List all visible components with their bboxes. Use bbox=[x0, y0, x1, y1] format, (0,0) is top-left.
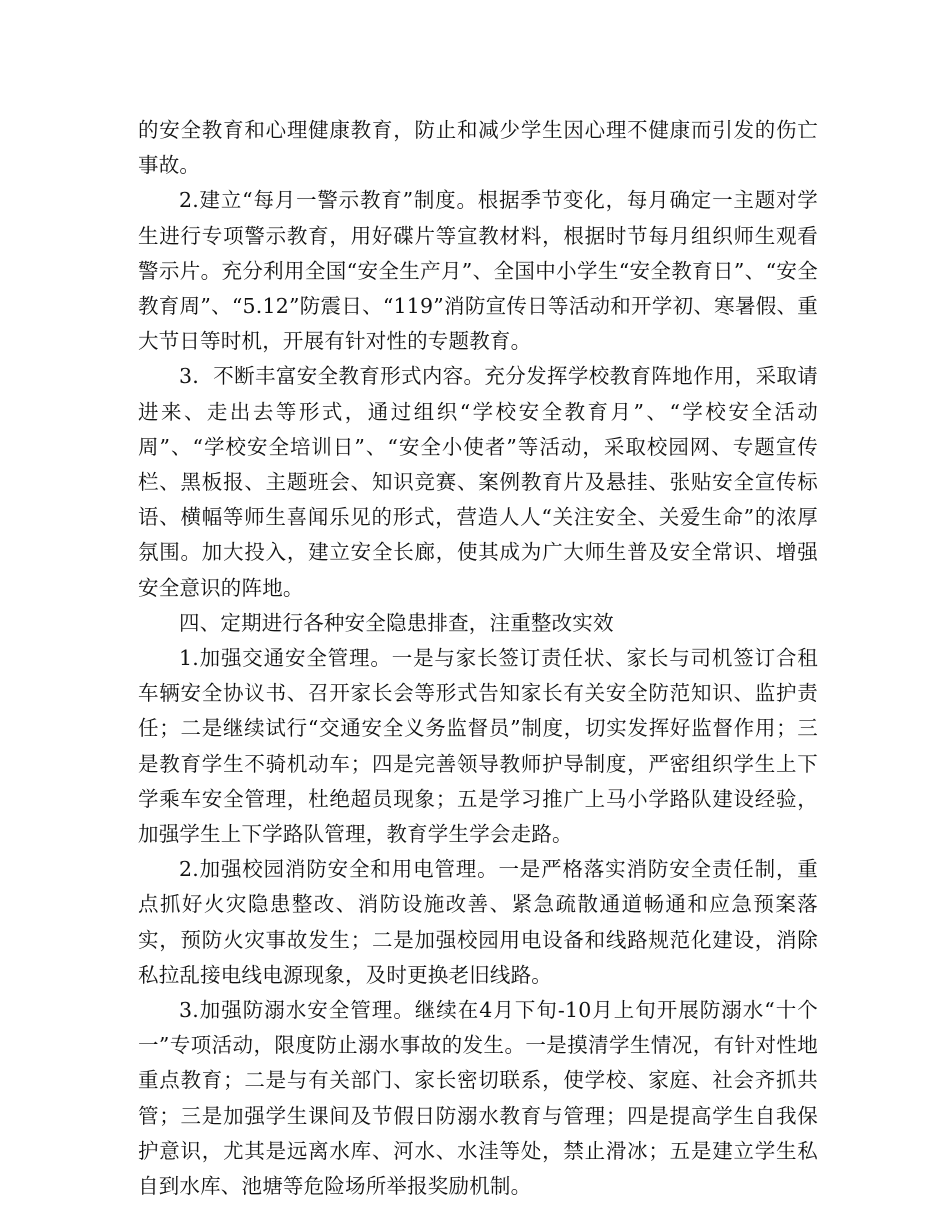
paragraph-drowning-prevention: 3.加强防溺水安全管理。继续在4月下旬-10月上旬开展防溺水“十个一”专项活动，限度防止溺水事故的发生。一是摸清学生情况，有针对性地重点教育；二是与有关部门、家长密切联系，使学校、家庭、社会齐抓共管；三是加强学生课间及节假日防溺水教育与管理；四是提高学生自我保护意识，尤其是远离水库、河水、水洼等处，禁止滑冰；五是建立学生私自到水库、池塘等危险场所举报奖励机制。 bbox=[138, 998, 818, 1199]
section-heading-hazard-inspection: 四、定期进行各种安全隐患排查，注重整改实效 bbox=[179, 610, 614, 635]
paragraph-enrich-education-forms: 3．不断丰富安全教育形式内容。充分发挥学校教育阵地作用，采取请进来、走出去等形式，通过组织“学校安全教育月”、“学校安全活动周”、“学校安全培训日”、“安全小使者”等活动，采取校园网、专题宣传栏、黑板报、主题班会、知识竞赛、案例教育片及悬挂、张贴安全宣传标语、横幅等师生喜闻乐见的形式，营造人人“关注安全、关爱生命”的浓厚氛围。加大投入，建立安全长廊，使其成为广大师生普及安全常识、增强安全意识的阵地。 bbox=[138, 364, 818, 600]
paragraph-monthly-warning-education: 2.建立“每月一警示教育”制度。根据季节变化，每月确定一主题对学生进行专项警示教育，用好碟片等宣教材料，根据时节每月组织师生观看警示片。充分利用全国“安全生产月”、全国中小学生“安全教育日”、“安全教育周”、“5.12”防震日、“119”消防宣传日等活动和开学初、寒暑假、重大节日等时机，开展有针对性的专题教育。 bbox=[138, 188, 818, 354]
paragraph-continuation: 的安全教育和心理健康教育，防止和减少学生因心理不健康而引发的伤亡事故。 bbox=[138, 118, 818, 178]
paragraph-fire-electric-safety: 2.加强校园消防安全和用电管理。一是严格落实消防安全责任制，重点抓好火灾隐患整改、消防设施改善、紧急疏散通道畅通和应急预案落实，预防火灾事故发生；二是加强校园用电设备和线路规范化建设，消除私拉乱接电线电源现象，及时更换老旧线路。 bbox=[138, 857, 818, 987]
document-body bbox=[138, 113, 818, 1204]
paragraph-traffic-safety: 1.加强交通安全管理。一是与家长签订责任状、家长与司机签订合租车辆安全协议书、召开家长会等形式告知家长有关安全防范知识、监护责任；二是继续试行“交通安全义务监督员”制度，切实发挥好监督作用；三是教育学生不骑机动车；四是完善领导教师护导制度，严密组织学生上下学乘车安全管理，杜绝超员现象；五是学习推广上马小学路队建设经验，加强学生上下学路队管理，教育学生学会走路。 bbox=[138, 646, 818, 847]
